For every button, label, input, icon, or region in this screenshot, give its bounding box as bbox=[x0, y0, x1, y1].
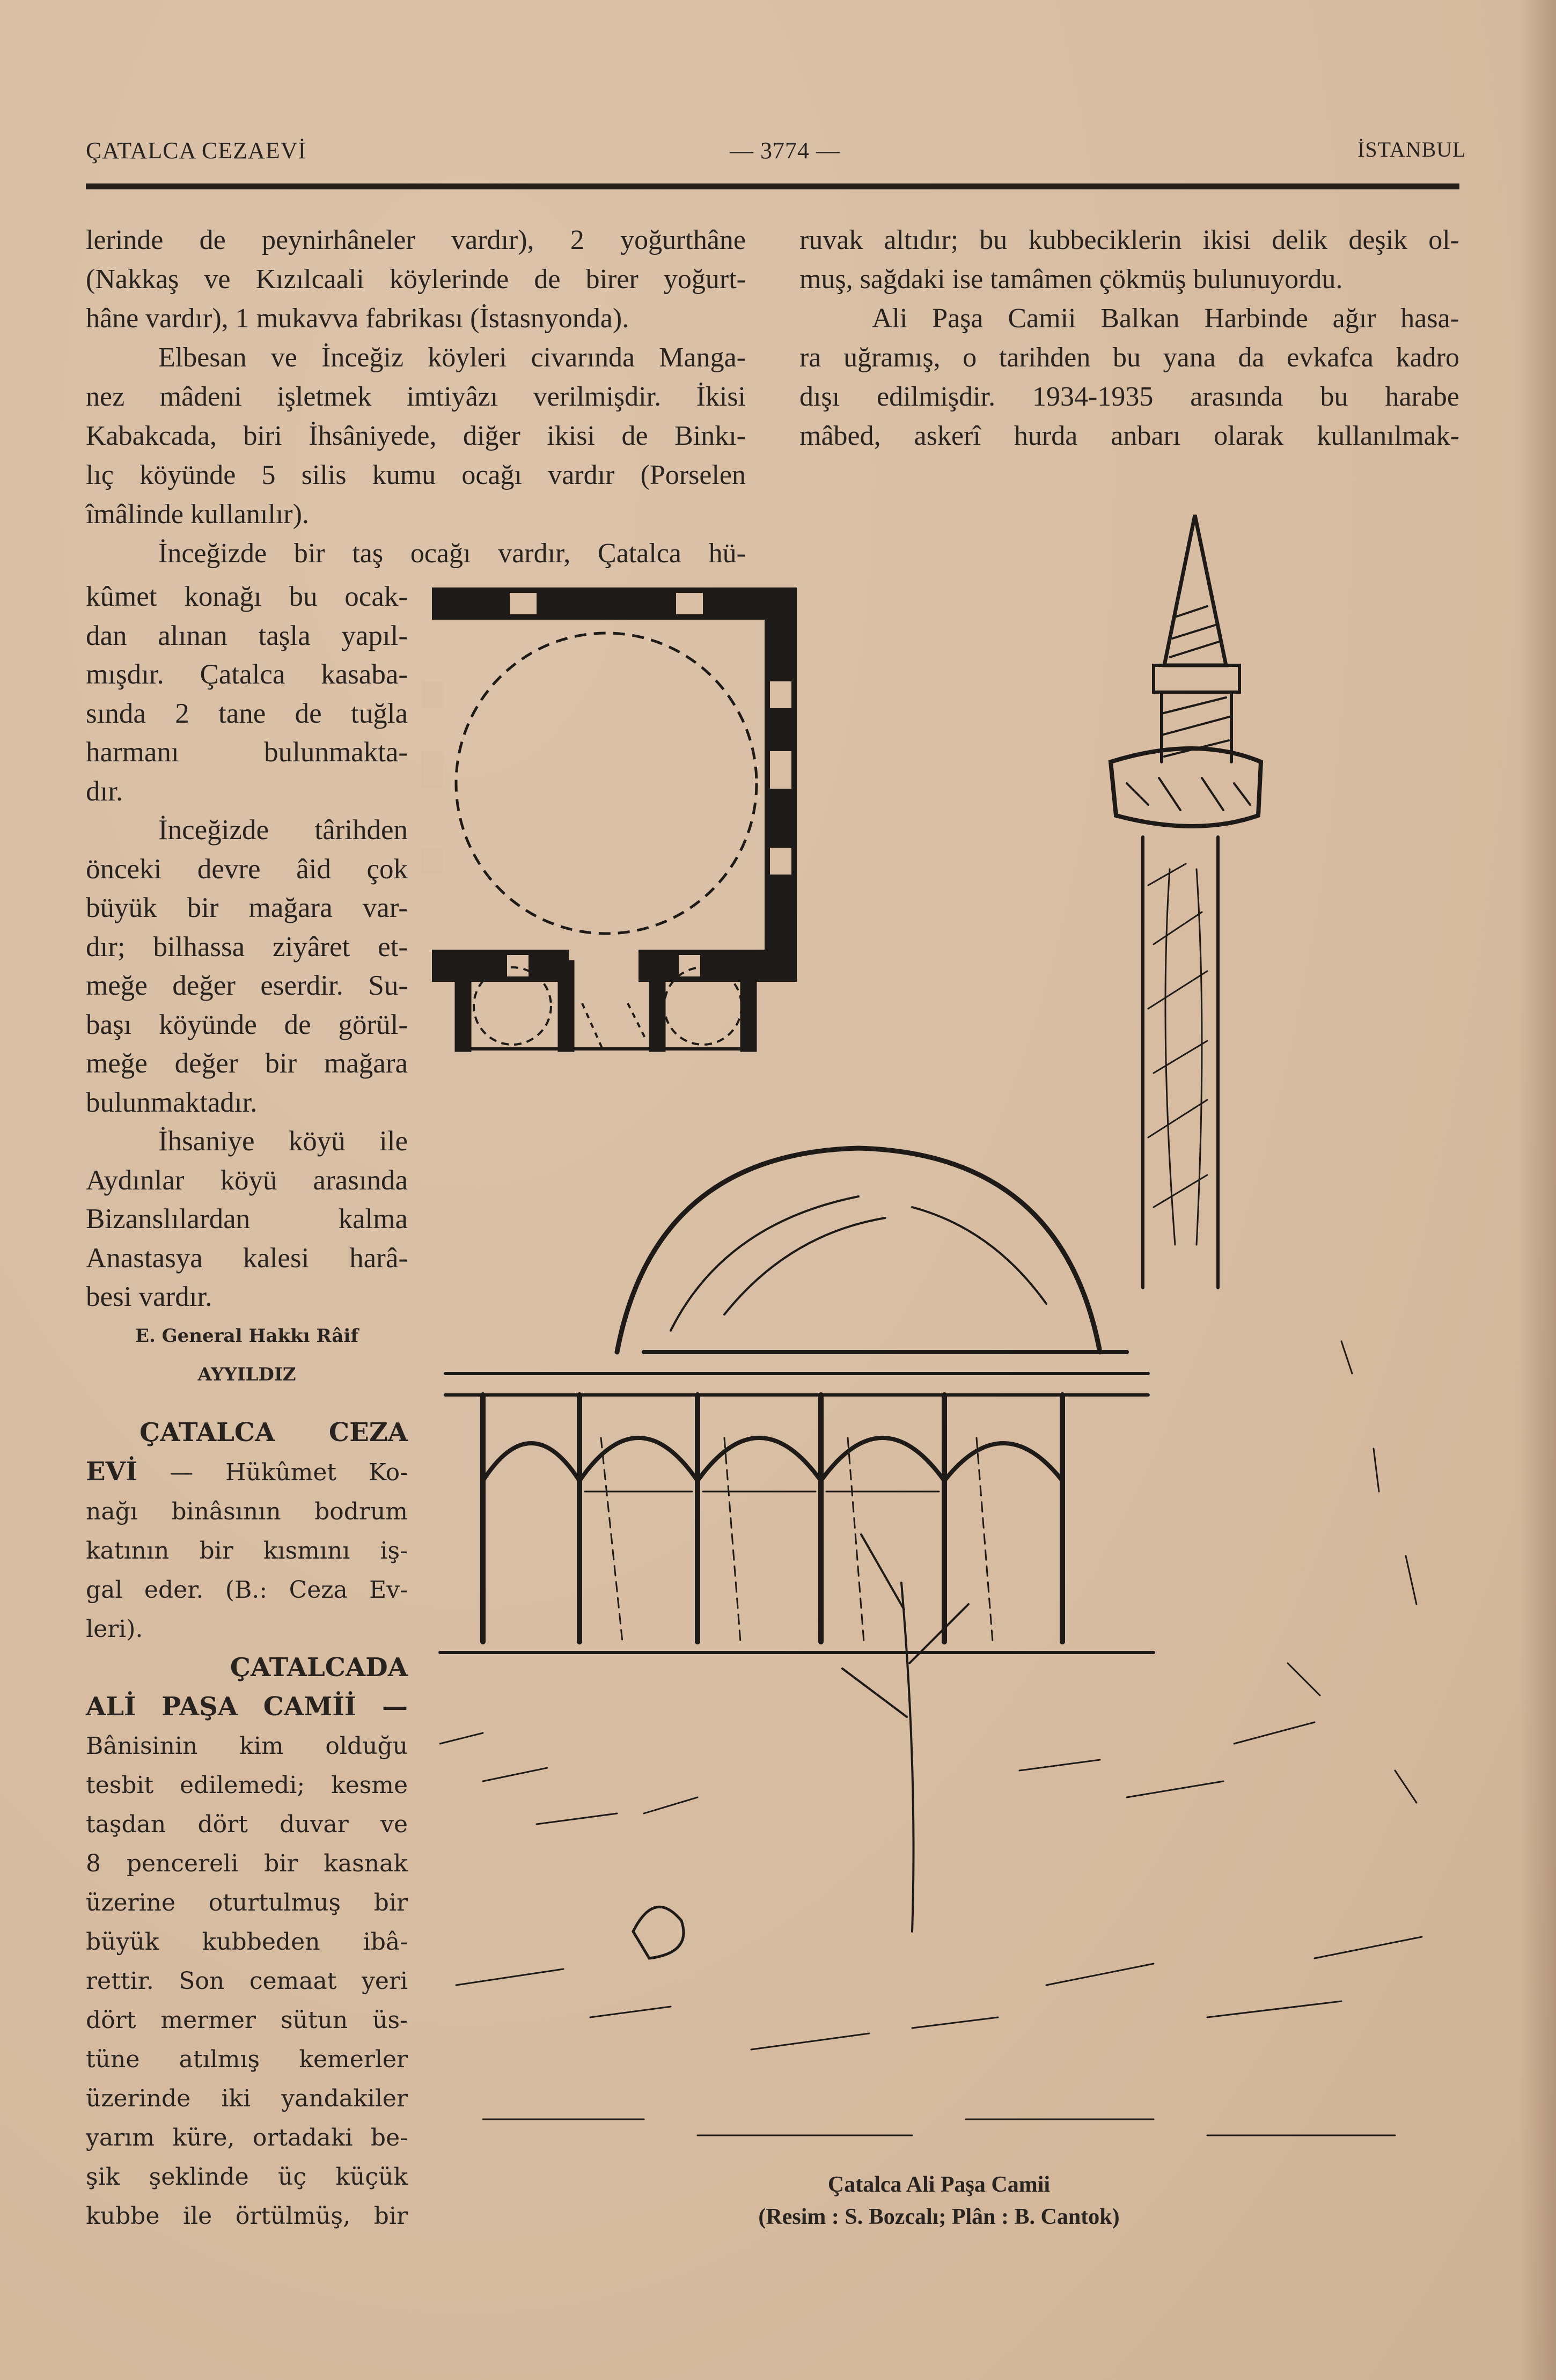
ground-hatching bbox=[440, 1341, 1422, 2135]
entry-heading: ÇATALCA CEZA bbox=[140, 1417, 408, 1448]
minaret bbox=[1111, 515, 1261, 1288]
text-line: rettir. Son cemaat yeri bbox=[86, 1967, 408, 1995]
left-column-narrow bbox=[86, 577, 408, 1394]
text-line: şik şeklinde üç küçük bbox=[86, 2163, 408, 2191]
dome bbox=[617, 1148, 1127, 1352]
portico-arches bbox=[440, 1373, 1154, 1652]
text-line: muş, sağdaki ise tamâmen çökmüş bulunuyordu. bbox=[799, 264, 1343, 295]
author-signature bbox=[86, 1317, 408, 1394]
text-line: taşdan dört duvar ve bbox=[86, 1811, 408, 1838]
author-name: E. General Hakkı Râif bbox=[135, 1325, 358, 1347]
text-line: üzerinde iki yandakiler bbox=[86, 2085, 408, 2112]
text-line: tüne atılmış kemerler bbox=[86, 2046, 408, 2073]
text-line: Anastasya kalesi harâ- bbox=[86, 1242, 408, 1274]
text-line: harmanı bulunmakta- bbox=[86, 737, 408, 768]
text-line: yarım küre, ortadaki be- bbox=[86, 2124, 408, 2151]
text-line: dan alınan taşla yapıl- bbox=[86, 620, 408, 651]
text-line: Kabakcada, biri İhsâniyede, diğer ikisi de Binkı- bbox=[86, 421, 746, 451]
text-line: Bânisinin kim olduğu bbox=[86, 1732, 408, 1760]
text-line: besi vardır. bbox=[86, 1281, 212, 1312]
text-line: dört mermer sütun üs- bbox=[86, 2007, 408, 2034]
text-line: dışı edilmişdir. 1934-1935 arasında bu harabe bbox=[799, 381, 1459, 412]
text-line: kubbe ile örtülmüş, bir bbox=[86, 2202, 408, 2230]
text-line: leri). bbox=[86, 1615, 143, 1643]
tree bbox=[842, 1534, 968, 1931]
text-line: lıç köyünde 5 silis kumu ocağı vardır (Porselen bbox=[86, 460, 746, 490]
mosque-sketch bbox=[440, 515, 1422, 2135]
running-head-left: ÇATALCA CEZAEVİ bbox=[86, 137, 307, 164]
header-rule bbox=[86, 183, 1459, 189]
text-line: îmâlinde kullanılır). bbox=[86, 499, 309, 530]
text-line: lerinde de peynirhâneler vardır), 2 yoğurthâne bbox=[86, 225, 746, 255]
text-line: Ali Paşa Camii Balkan Harbinde ağır hasa- bbox=[872, 303, 1459, 334]
page-edge-shadow bbox=[1518, 0, 1556, 2380]
text-line: katının bir kısmını iş- bbox=[86, 1537, 408, 1564]
text-line: hâne vardır), 1 mukavva fabrikası (İstasnyonda). bbox=[86, 303, 629, 334]
entry-heading: ÇATALCADA bbox=[230, 1652, 408, 1683]
mosque-floor-plan bbox=[421, 593, 791, 1052]
text-line: Aydınlar köyü arasında bbox=[86, 1164, 408, 1196]
text-line: meğe değer bir mağara bbox=[86, 1048, 408, 1079]
text-line: başı köyünde de görül- bbox=[86, 1009, 408, 1040]
text-line: büyük bir mağara var- bbox=[86, 892, 408, 923]
text-line: 8 pencereli bir kasnak bbox=[86, 1850, 408, 1877]
text-line: mâbed, askerî hurda anbarı olarak kullanılmak- bbox=[799, 421, 1459, 451]
text-line: İhsaniye köyü ile bbox=[158, 1126, 408, 1157]
entry-heading-cont: ALİ PAŞA CAMİİ — bbox=[86, 1692, 408, 1722]
figure-caption-title: Çatalca Ali Paşa Camii bbox=[827, 2172, 1051, 2197]
text-line: Bizanslılardan kalma bbox=[86, 1203, 408, 1235]
text-line: sında 2 tane de tuğla bbox=[86, 697, 408, 729]
entry-ali-pasa-camii bbox=[86, 1648, 408, 2236]
entry-heading-cont: EVİ bbox=[86, 1457, 138, 1487]
text-line: mışdır. Çatalca kasaba- bbox=[86, 659, 408, 690]
text-line: büyük kubbeden ibâ- bbox=[86, 1928, 408, 1956]
text-line: üzerine oturtulmuş bir bbox=[86, 1889, 408, 1916]
text-line: İnceğizde bir taş ocağı vardır, Çatalca hü- bbox=[158, 538, 746, 569]
text-line: meğe değer eserdir. Su- bbox=[86, 970, 408, 1001]
right-column-top bbox=[799, 221, 1459, 456]
text-line: dır. bbox=[86, 775, 123, 807]
left-column-top bbox=[86, 221, 746, 573]
text-line: tesbit edilemedi; kesme bbox=[86, 1772, 408, 1799]
text-line: ra uğramış, o tarihden bu yana da evkafca kadro bbox=[799, 342, 1459, 373]
author-surname: AYYILDIZ bbox=[197, 1363, 296, 1385]
text-line: Elbesan ve İnceğiz köyleri civarında Manga- bbox=[158, 342, 746, 373]
text-fragment: — Hükûmet Ko- bbox=[170, 1459, 408, 1486]
text-line: bulunmaktadır. bbox=[86, 1086, 258, 1118]
page-number: — 3774 — bbox=[730, 137, 840, 164]
text-line: nez mâdeni işletmek imtiyâzı verilmişdir. İkisi bbox=[86, 381, 746, 412]
text-line: İnceğizde târihden bbox=[158, 814, 408, 846]
entry-catalca-ceza-evi bbox=[86, 1413, 408, 1649]
text-line: nağı binâsının bodrum bbox=[86, 1498, 408, 1525]
text-line: kûmet konağı bu ocak- bbox=[86, 581, 408, 612]
running-head-right: İSTANBUL bbox=[1357, 137, 1466, 161]
text-line: dır; bilhassa ziyâret et- bbox=[86, 931, 408, 963]
text-line: ruvak altıdır; bu kubbeciklerin ikisi delik deşik ol- bbox=[799, 225, 1459, 255]
text-line bbox=[86, 1452, 408, 1492]
text-line: (Nakkaş ve Kızılcaali köylerinde de birer yoğurt- bbox=[86, 264, 746, 295]
figure-caption-credits: (Resim : S. Bozcalı; Plân : B. Cantok) bbox=[758, 2205, 1120, 2229]
text-line: önceki devre âid çok bbox=[86, 853, 408, 885]
text-line: gal eder. (B.: Ceza Ev- bbox=[86, 1576, 408, 1604]
